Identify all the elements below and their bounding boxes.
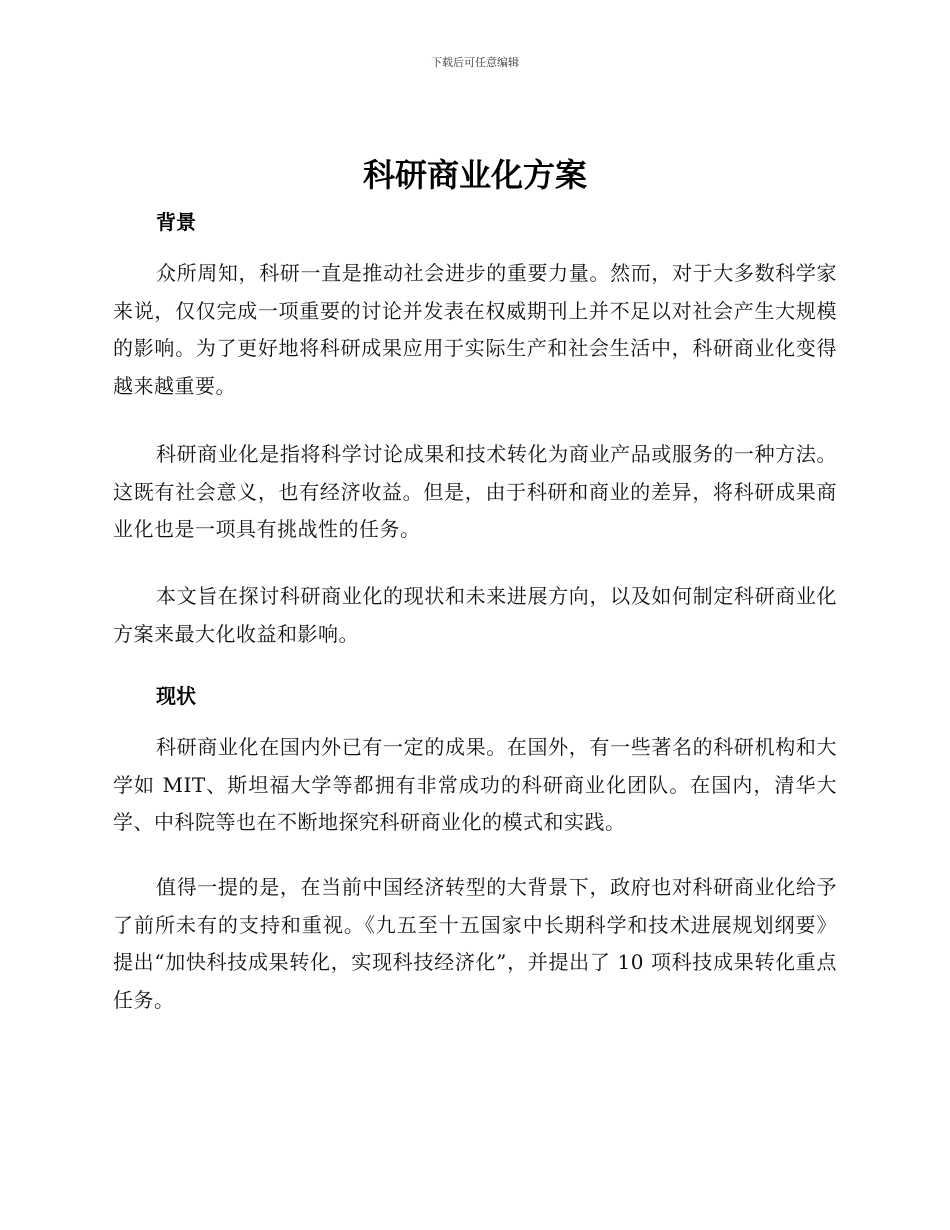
section-heading: 现状 <box>156 684 196 708</box>
section-background <box>113 206 837 235</box>
paragraph-block <box>113 436 837 549</box>
paragraph-block <box>113 578 837 653</box>
paragraph: 众所周知，科研一直是推动社会进步的重要力量。然而，对于大多数科学家来说，仅仅完成一项重要的讨论并发表在权威期刊上并不足以对社会产生大规模的影响。为了更好地将科研成果应用于实际生产和社会生活中，科研商业化变得越来越重要。 <box>113 261 837 398</box>
document-title: 科研商业化方案 <box>362 156 587 194</box>
section-status <box>113 680 837 709</box>
section-heading: 背景 <box>156 210 196 234</box>
paragraph-block <box>113 869 837 1019</box>
paragraph-block <box>113 729 837 842</box>
paragraph: 科研商业化是指将科学讨论成果和技术转化为商业产品或服务的一种方法。这既有社会意义，也有经济收益。但是，由于科研和商业的差异，将科研成果商业化也是一项具有挑战性的任务。 <box>113 442 837 541</box>
paragraph-block <box>113 255 837 405</box>
paragraph: 科研商业化在国内外已有一定的成果。在国外，有一些著名的科研机构和大学如 MIT、斯坦福大学等都拥有非常成功的科研商业化团队。在国内，清华大学、中科院等也在不断地探究科研商业化的模式和实践。 <box>113 735 837 834</box>
paragraph: 值得一提的是，在当前中国经济转型的大背景下，政府也对科研商业化给予了前所未有的支持和重视。《九五至十五国家中长期科学和技术进展规划纲要》提出“加快科技成果转化，实现科技经济化”，并提出了 10 项科技成果转化重点任务。 <box>113 875 837 1012</box>
paragraph: 本文旨在探讨科研商业化的现状和未来进展方向，以及如何制定科研商业化方案来最大化收益和影响。 <box>113 584 837 646</box>
page-header-note: 下载后可任意编辑 <box>431 56 519 69</box>
